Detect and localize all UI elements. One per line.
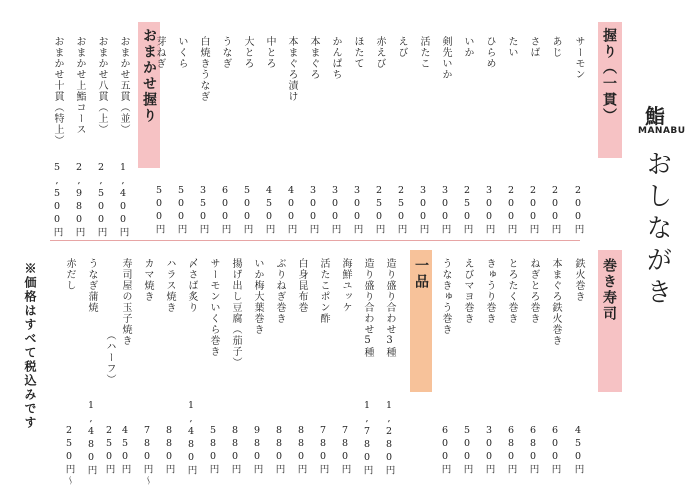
menu-item-name: 造り盛り合わせ5種	[362, 258, 373, 358]
ippin-heading: 一品	[413, 258, 429, 290]
menu-item-name: 白焼きうなぎ	[198, 36, 209, 102]
menu-item-price: 500円	[153, 185, 165, 236]
menu-item-name: ぶりねぎ巻き	[274, 258, 285, 324]
menu-item-name: 寿司屋の玉子焼き	[120, 258, 131, 346]
menu-item-name: おまかせ五貫（並）	[118, 36, 129, 135]
menu-item-price: 200円	[572, 185, 584, 236]
menu-item-price: 200円	[549, 185, 561, 236]
menu-item-name: 揚げ出し豆腐（茄子）	[230, 258, 241, 368]
menu-item-price: 1,480円	[85, 400, 97, 477]
menu-item-name: ひらめ	[484, 36, 495, 69]
menu-item-name: おまかせ上鮨コース	[74, 36, 85, 135]
menu-item-name: おまかせ十貫（特上）	[52, 36, 63, 146]
menu-item-price: 2,500円	[95, 162, 107, 239]
menu-item-name: あじ	[550, 36, 561, 58]
menu-item-name: 中とろ	[264, 36, 275, 69]
menu-item-price: 200円	[505, 185, 517, 236]
menu-item-price: 780円	[317, 425, 329, 476]
menu-item-price: 1,780円	[361, 400, 373, 477]
menu-item-name: えびマヨ巻き	[462, 258, 473, 324]
menu-item-price: 450円	[119, 425, 131, 476]
menu-item-price: 880円	[295, 425, 307, 476]
menu-item-price: 600円	[549, 425, 561, 476]
menu-item-price: 1,400円	[117, 162, 129, 239]
menu-item-price: 300円	[417, 185, 429, 236]
menu-item-price: 5,500円	[51, 162, 63, 239]
menu-item-price: 200円	[527, 185, 539, 236]
menu-item-price: 300円	[329, 185, 341, 236]
menu-item-price: 400円	[285, 185, 297, 236]
menu-item-name: 鉄火巻き	[573, 258, 584, 302]
menu-item-name: うなぎ	[220, 36, 231, 69]
menu-item-price: 300円	[351, 185, 363, 236]
menu-item-name: さば	[528, 36, 539, 58]
menu-item-price: 350円	[197, 185, 209, 236]
menu-item-price: 1,480円	[185, 400, 197, 477]
menu-item-name: たい	[506, 36, 517, 58]
menu-item-name: カマ焼き	[142, 258, 153, 302]
menu-item-name: 本まぐろ	[308, 36, 319, 80]
menu-item-price: 300円	[307, 185, 319, 236]
menu-item-name: 本まぐろ漬け	[286, 36, 297, 102]
menu-item-price: 780円	[339, 425, 351, 476]
menu-item-price: 250円〜	[63, 425, 75, 487]
section-divider	[50, 240, 580, 241]
menu-item-price: 880円	[229, 425, 241, 476]
menu-item-price: 580円	[207, 425, 219, 476]
menu-item-name: サーモンいくら巻き	[208, 258, 219, 357]
menu-item-price: 680円	[505, 425, 517, 476]
menu-item-price: 300円	[483, 185, 495, 236]
menu-item-price: 450円	[263, 185, 275, 236]
page-title: おしながき	[642, 150, 672, 310]
menu-item-price: 980円	[251, 425, 263, 476]
menu-item-name: ハラス焼き	[164, 258, 175, 313]
menu-item-price: 500円	[241, 185, 253, 236]
tax-note: ※価格はすべて税込みです	[23, 262, 37, 430]
menu-item-name: 〆さば炙り	[186, 258, 197, 313]
menu-item-name: 芽ねぎ	[154, 36, 165, 69]
menu-item-name: きゅうり巻き	[484, 258, 495, 324]
menu-item-name: いくら	[176, 36, 187, 69]
menu-item-name: 活たこポン酢	[318, 258, 329, 324]
menu-item-name: かんぱち	[330, 36, 341, 80]
menu-item-name: ねぎとろ巻き	[528, 258, 539, 324]
menu-item-price: 450円	[572, 425, 584, 476]
menu-item-name: 大とろ	[242, 36, 253, 69]
menu-item-name: うなきゅう巻き	[440, 258, 451, 335]
menu-item-name: 海鮮ユッケ	[340, 258, 351, 313]
menu-item-name: （ハーフ）	[104, 330, 115, 385]
menu-item-price: 300円	[483, 425, 495, 476]
nigiri-heading: 握り（一貫）	[601, 28, 617, 124]
menu-item-name: 剣先いか	[440, 36, 451, 80]
menu-item-name: ほたて	[352, 36, 363, 69]
menu-item-price: 500円	[461, 425, 473, 476]
menu-item-price: 600円	[219, 185, 231, 236]
menu-item-name: いか	[462, 36, 473, 58]
menu-item-name: えび	[396, 36, 407, 58]
menu-item-price: 250円	[373, 185, 385, 236]
menu-item-name: サーモン	[573, 36, 584, 80]
menu-item-name: うなぎ蒲焼	[86, 258, 97, 313]
menu-item-price: 880円	[273, 425, 285, 476]
menu-item-price: 880円	[163, 425, 175, 476]
menu-item-price: 780円〜	[141, 425, 153, 487]
menu-item-name: いか梅大葉巻き	[252, 258, 263, 335]
makizushi-heading: 巻き寿司	[601, 258, 617, 322]
menu-item-name: 赤だし	[64, 258, 75, 291]
menu-item-price: 600円	[439, 425, 451, 476]
menu-item-name: 活たこ	[418, 36, 429, 69]
menu-item-name: 造り盛り合わせ3種	[384, 258, 395, 358]
menu-item-price: 680円	[527, 425, 539, 476]
menu-item-name: おまかせ八貫（上）	[96, 36, 107, 135]
brand-logo-roman: MANABU	[638, 126, 686, 136]
menu-item-price: 250円	[103, 425, 115, 476]
omakase-heading: おまかせ握り	[141, 28, 157, 124]
menu-item-price: 2,980円	[73, 162, 85, 239]
menu-item-name: 本まぐろ鉄火巻き	[550, 258, 561, 346]
menu-item-price: 250円	[461, 185, 473, 236]
menu-item-price: 250円	[395, 185, 407, 236]
menu-item-price: 1,280円	[383, 400, 395, 477]
menu-item-name: とろたく巻き	[506, 258, 517, 324]
brand-logo-kanji: 鮨	[645, 104, 665, 128]
menu-item-name: 白身昆布巻	[296, 258, 307, 313]
menu-item-price: 500円	[175, 185, 187, 236]
menu-item-name: 赤えび	[374, 36, 385, 69]
menu-item-price: 300円	[439, 185, 451, 236]
